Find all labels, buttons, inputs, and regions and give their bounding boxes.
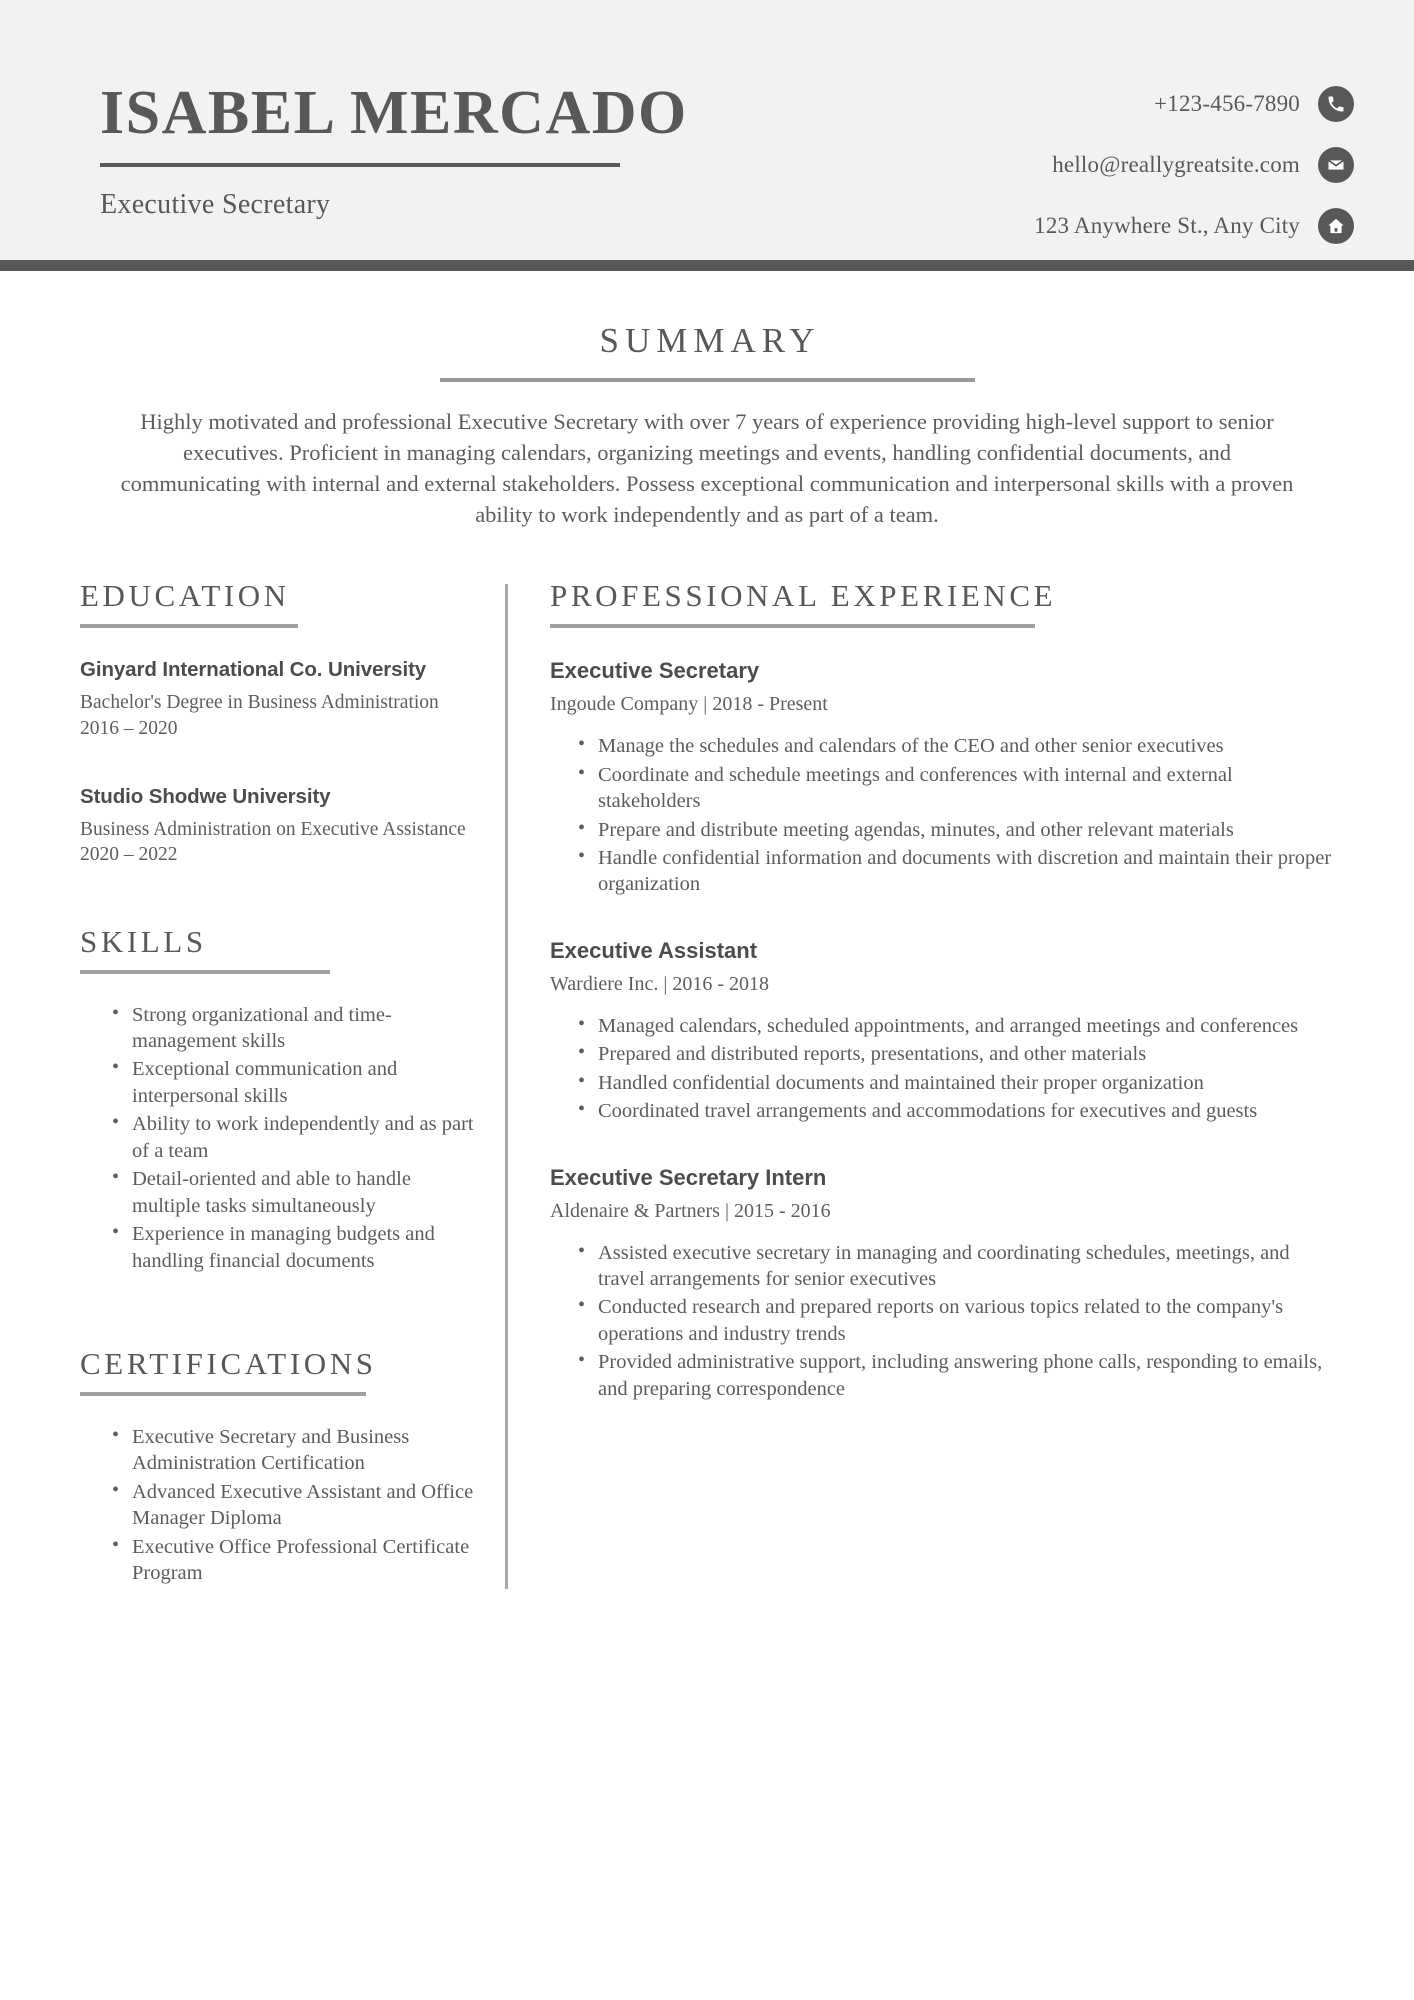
certifications-section xyxy=(80,1346,475,1587)
phone-icon xyxy=(1318,86,1354,122)
experience-entry xyxy=(550,938,1334,1125)
experience-meta: Wardiere Inc. | 2016 - 2018 xyxy=(550,972,769,995)
education-school: Studio Shodwe University xyxy=(80,784,331,808)
home-icon xyxy=(1318,208,1354,244)
summary-text: Highly motivated and professional Executive Secretary with over 7 years of experience providing high-level support to senior executives. Proficient in managing calendars, organizing meetings and events, handling confidential documents, and communicating with internal and external stakeholders. Possess exceptional communication and interpersonal skills with a proven ability to work independently and as part of a team. xyxy=(120,409,1294,528)
experience-meta: Ingoude Company | 2018 - Present xyxy=(550,693,828,716)
list-item: • Managed calendars, scheduled appointments, and arranged meetings and conferences xyxy=(578,1013,1334,1039)
email-icon xyxy=(1318,147,1354,183)
experience-bullets xyxy=(550,1240,1334,1403)
education-degree: Business Administration on Executive Assistance xyxy=(80,818,466,840)
certifications-divider xyxy=(80,1392,366,1396)
job-title: Executive Secretary xyxy=(100,189,331,220)
education-years: 2016 – 2020 xyxy=(80,717,178,739)
list-item: • Advanced Executive Assistant and Office Manager Diploma xyxy=(112,1479,475,1532)
experience-role: Executive Secretary xyxy=(550,658,760,684)
experience-role: Executive Secretary Intern xyxy=(550,1164,827,1190)
contact-email-text: hello@reallygreatsite.com xyxy=(1052,152,1300,177)
certifications-heading: CERTIFICATIONS xyxy=(80,1345,377,1381)
education-degree: Bachelor's Degree in Business Administration xyxy=(80,692,439,714)
skills-list xyxy=(80,1002,475,1274)
list-item: • Prepared and distributed reports, presentations, and other materials xyxy=(578,1041,1334,1067)
certifications-list xyxy=(80,1424,475,1587)
education-entries xyxy=(80,658,475,867)
education-years: 2020 – 2022 xyxy=(80,844,178,866)
experience-entry xyxy=(550,1165,1334,1403)
experience-meta: Aldenaire & Partners | 2015 - 2016 xyxy=(550,1199,831,1222)
education-section xyxy=(80,578,475,867)
contact-phone-text: +123-456-7890 xyxy=(1154,91,1300,116)
summary-section xyxy=(0,271,1414,530)
list-item: • Executive Secretary and Business Administration Certification xyxy=(112,1424,475,1477)
list-item: • Executive Office Professional Certificate Program xyxy=(112,1534,475,1587)
experience-entries xyxy=(550,658,1334,1402)
contact-address-text: 123 Anywhere St., Any City xyxy=(1034,213,1300,238)
list-item: • Coordinated travel arrangements and accommodations for executives and guests xyxy=(578,1098,1334,1124)
experience-bullets xyxy=(550,1013,1334,1125)
list-item: • Experience in managing budgets and handling financial documents xyxy=(112,1221,475,1274)
education-school: Ginyard International Co. University xyxy=(80,658,427,682)
list-item: • Provided administrative support, including answering phone calls, responding to emails, and preparing correspondence xyxy=(578,1349,1334,1402)
education-divider xyxy=(80,624,298,628)
experience-entry xyxy=(550,658,1334,898)
summary-divider xyxy=(440,378,975,382)
experience-divider xyxy=(550,624,1035,628)
education-heading: EDUCATION xyxy=(80,578,290,614)
list-item: • Manage the schedules and calendars of the CEO and other senior executives xyxy=(578,733,1334,759)
education-detail xyxy=(80,690,475,741)
contact-list xyxy=(1034,72,1364,244)
list-item: • Strong organizational and time-management skills xyxy=(112,1002,475,1055)
education-detail xyxy=(80,817,475,868)
resume-body xyxy=(0,530,1414,1588)
list-item: • Prepare and distribute meeting agendas, minutes, and other relevant materials xyxy=(578,817,1334,843)
contact-item-address[interactable] xyxy=(1034,208,1354,244)
list-item: • Assisted executive secretary in managing and coordinating schedules, meetings, and travel arrangements for senior executives xyxy=(578,1240,1334,1293)
education-entry xyxy=(80,658,475,741)
header-accent-bar xyxy=(0,260,1414,271)
skills-heading: SKILLS xyxy=(80,923,207,959)
list-item: • Exceptional communication and interpersonal skills xyxy=(112,1056,475,1109)
skills-divider xyxy=(80,970,330,974)
experience-bullets xyxy=(550,733,1334,898)
education-entry xyxy=(80,785,475,868)
experience-heading: PROFESSIONAL EXPERIENCE xyxy=(550,578,1057,614)
experience-role: Executive Assistant xyxy=(550,937,758,963)
resume-header xyxy=(0,0,1414,271)
right-column xyxy=(508,578,1334,1588)
skills-section xyxy=(80,924,475,1274)
list-item: • Handle confidential information and documents with discretion and maintain their proper organization xyxy=(578,845,1334,898)
header-identity xyxy=(100,72,688,221)
list-item: • Coordinate and schedule meetings and conferences with internal and external stakeholders xyxy=(578,762,1334,815)
left-column xyxy=(80,578,505,1588)
list-item: • Conducted research and prepared reports on various topics related to the company's operations and industry trends xyxy=(578,1294,1334,1347)
list-item: • Detail-oriented and able to handle multiple tasks simultaneously xyxy=(112,1166,475,1219)
contact-item-email[interactable] xyxy=(1034,147,1354,183)
summary-heading: SUMMARY xyxy=(599,321,821,360)
list-item: • Handled confidential documents and maintained their proper organization xyxy=(578,1070,1334,1096)
list-item: • Ability to work independently and as part of a team xyxy=(112,1111,475,1164)
contact-item-phone[interactable] xyxy=(1034,86,1354,122)
experience-section xyxy=(550,578,1334,1402)
page-title: ISABEL MERCADO xyxy=(100,79,688,147)
name-divider xyxy=(100,163,620,167)
